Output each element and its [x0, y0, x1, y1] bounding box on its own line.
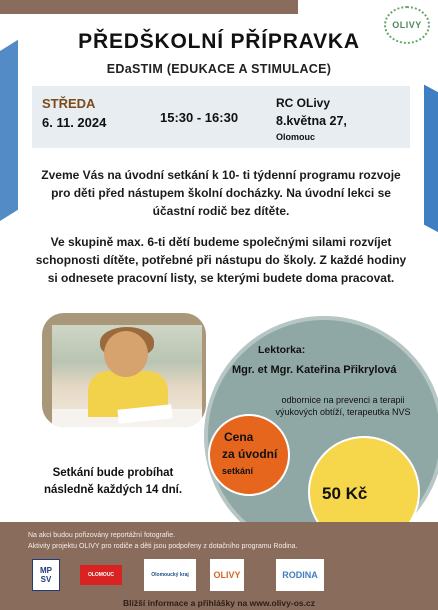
- olomoucky-kraj-logo: Olomoucký kraj: [144, 559, 196, 591]
- top-decoration-bar: [0, 0, 298, 14]
- price-label-line1: Cena: [224, 430, 254, 444]
- schedule-text: Setkání bude probíhat následně každých 14 dní.: [43, 467, 183, 496]
- event-time: 15:30 - 16:30: [160, 110, 239, 125]
- footer-note: [28, 530, 428, 552]
- olomouc-logo: OLOMOUC: [80, 565, 122, 585]
- lecturer-name: Mgr. et Mgr. Kateřina Přikrylová: [232, 364, 397, 376]
- lecturer-description: odbornice na prevenci a terapii výukových obtíží, terapeutka NVS: [275, 395, 411, 417]
- mpsv-logo: [32, 559, 60, 591]
- program-paragraph: Ve skupině max. 6-ti dětí budeme společnými silami rozvíjet schopnosti dítěte, potřebné při nástupu do školy. Z každé hodiny si odnesete pracovní listy, se kterými budete doma pracovat.: [35, 235, 407, 285]
- intro-paragraph: Zveme Vás na úvodní setkání k 10- ti týdenní programu rozvoje pro děti před nástupem školní docházky. Na úvodní lekci se účastní rodič bez dítěte.: [41, 168, 401, 218]
- lecturer-label: Lektorka:: [258, 344, 306, 356]
- rodina-logo: RODINA: [276, 559, 324, 591]
- footer-note-line1: Na akci budou pořizovány reportážní fotografie.: [28, 532, 176, 539]
- page-title: PŘEDŠKOLNÍ PŘÍPRAVKA: [78, 30, 360, 53]
- event-day: STŘEDA: [42, 96, 96, 111]
- mpsv-logo-line2: SV: [40, 575, 52, 584]
- event-street: 8.května 27,: [276, 114, 347, 128]
- mpsv-logo-line1: MP: [40, 566, 52, 575]
- olivy-partner-logo: OLIVY: [210, 559, 244, 591]
- price-label-line3: setkání: [222, 466, 254, 476]
- price-value: 50 Kč: [322, 484, 368, 503]
- event-city: Olomouc: [276, 132, 316, 142]
- partner-logos: [28, 559, 338, 591]
- event-date: 6. 11. 2024: [42, 115, 107, 130]
- photo-child-head: [104, 331, 148, 377]
- price-label-line2: za úvodní: [222, 447, 278, 461]
- page-subtitle: EDaSTIM (EDUKACE A STIMULACE): [106, 62, 332, 76]
- more-info-link[interactable]: Bližší informace a přihlášky na www.olivy-os.cz: [123, 598, 315, 608]
- logo-text: OLIVY: [392, 20, 422, 30]
- child-photo-frame: [42, 313, 206, 427]
- right-blue-accent: [424, 85, 438, 236]
- child-writing-photo: [52, 325, 202, 427]
- footer-note-line2: Aktivity projektu OLIVY pro rodiče a děti jsou podpořeny z dotačního programu Rodina.: [28, 543, 298, 550]
- event-place: RC OLivy: [276, 96, 331, 110]
